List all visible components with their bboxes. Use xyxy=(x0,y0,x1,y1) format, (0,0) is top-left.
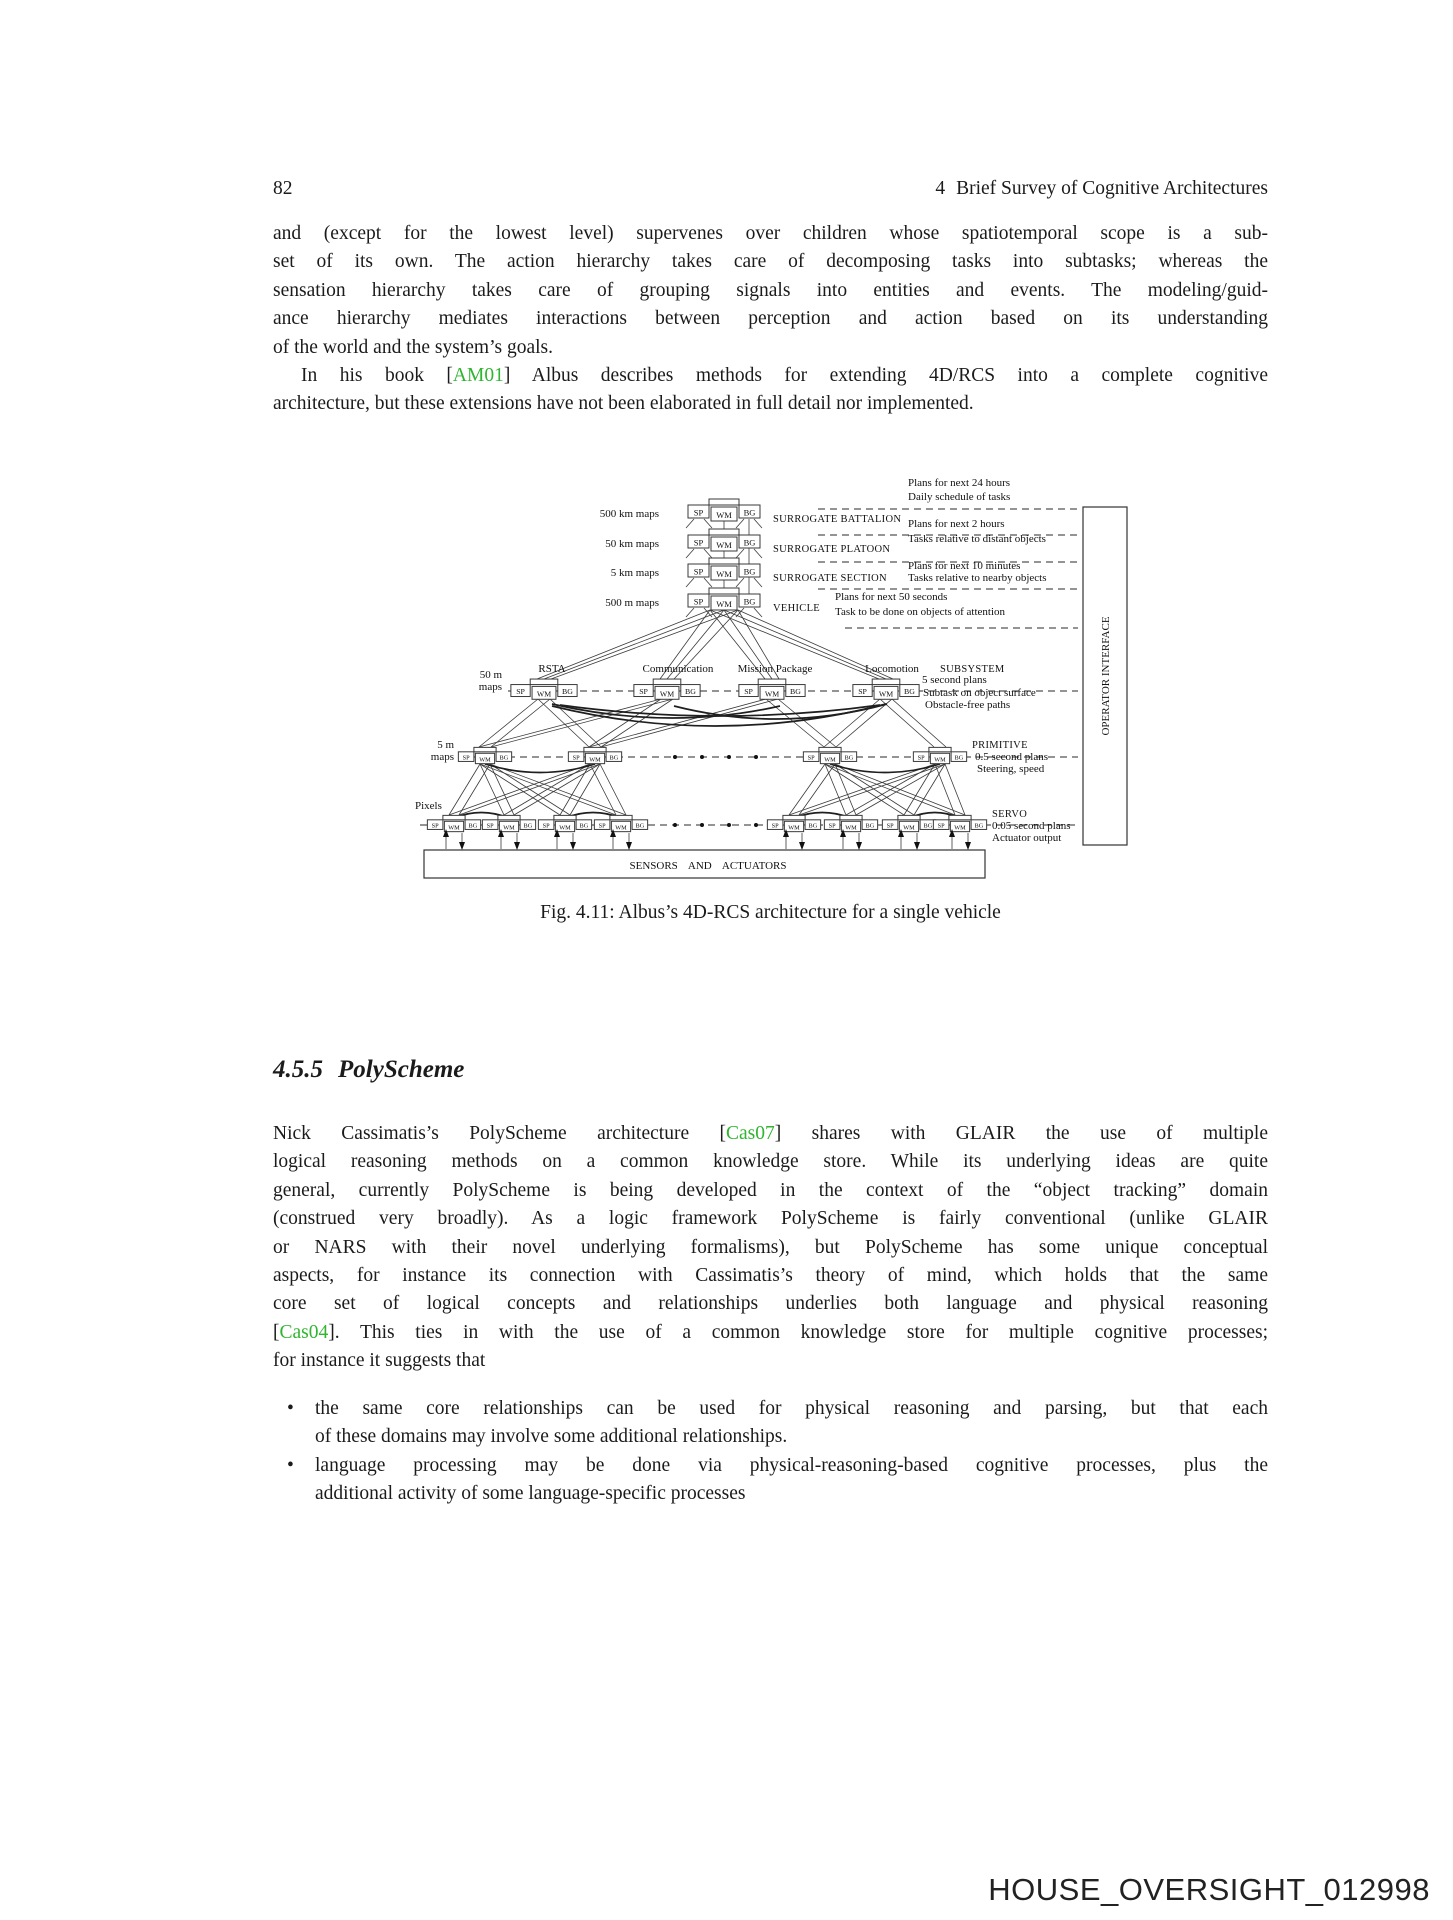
figure-node-bg-label: BG xyxy=(609,754,619,762)
figure-connector-line xyxy=(754,578,762,587)
text-line xyxy=(273,334,1268,362)
figure-connector-line xyxy=(491,699,550,747)
figure-connector-line xyxy=(686,549,694,558)
figure-node-top-rect xyxy=(474,747,496,751)
figure-connector-line xyxy=(686,608,694,617)
figure-node-sp-label: SP xyxy=(858,687,867,697)
figure-map-scale-label: 50 m xyxy=(479,669,502,681)
text-line xyxy=(273,1120,1268,1148)
page-header xyxy=(273,176,1268,202)
figure-plan-label: Actuator output xyxy=(992,832,1062,844)
running-title-text: Brief Survey of Cognitive Architectures xyxy=(956,178,1268,199)
figure-plan-label: 0.05 second plans xyxy=(992,820,1071,832)
figure-node-bg-label: BG xyxy=(954,754,964,762)
figure-plan-label: Tasks relative to nearby objects xyxy=(908,572,1047,584)
figure-connector-line xyxy=(686,519,694,528)
figure-4-11 xyxy=(390,465,1135,885)
figure-connector-line xyxy=(799,764,835,815)
figure-node-top-rect xyxy=(872,679,900,685)
figure-node-wm-label: WM xyxy=(764,689,780,699)
figure-node-wm-label: WM xyxy=(716,510,732,520)
figure-node-wm-label: WM xyxy=(824,756,836,764)
section-number: 4.5.5 xyxy=(273,1056,323,1083)
figure-node-sp-label: SP xyxy=(744,687,753,697)
figure-node-top-rect xyxy=(498,815,520,819)
figure-node-bg-label: BG xyxy=(790,687,801,697)
figure-node-bg-label: BG xyxy=(844,754,854,762)
figure-ellipsis-dot xyxy=(754,823,758,827)
text-segment: ] shares with GLAIR the use of multiple xyxy=(774,1123,1268,1144)
figure-node-wm-label: WM xyxy=(448,824,460,832)
running-title xyxy=(935,176,1268,202)
figure-down-arrow-icon xyxy=(799,842,805,850)
figure-node-wm-label: WM xyxy=(716,540,732,550)
text-segment: ]. This ties in with the use of a common knowledge store for multiple cognitive processes; xyxy=(328,1321,1268,1343)
figure-node-sp-label: SP xyxy=(693,507,704,518)
body-text-top xyxy=(273,220,1268,419)
figure-plan-label: Plans for next 24 hours xyxy=(908,477,1011,489)
figure-down-arrow-icon xyxy=(514,842,520,850)
citation-link[interactable]: Cas04 xyxy=(279,1321,329,1343)
figure-down-arrow-icon xyxy=(459,842,465,850)
figure-connector-line xyxy=(686,578,694,587)
paragraph-supervenes xyxy=(273,220,1268,362)
text-line xyxy=(273,362,1268,390)
text-line xyxy=(273,248,1268,276)
figure-node-bg-label: BG xyxy=(523,822,533,830)
figure-node-top-rect xyxy=(898,815,920,819)
figure-node-sp-label: SP xyxy=(917,754,925,762)
citation-link[interactable]: Cas07 xyxy=(725,1123,775,1144)
figure-subsystem-name-label: Locomotion xyxy=(865,663,919,675)
figure-node-top-rect xyxy=(709,558,739,564)
figure-node-top-rect xyxy=(709,529,739,535)
figure-node-bg-label: BG xyxy=(635,822,645,830)
figure-node-top-rect xyxy=(530,679,558,685)
figure-node-top-rect xyxy=(653,679,681,685)
text-line xyxy=(273,305,1268,333)
figure-plan-label: Task to be done on objects of attention xyxy=(835,606,1005,618)
figure-connector-line xyxy=(836,699,892,747)
figure-node-top-rect xyxy=(929,747,951,751)
figure-plan-label: Plans for next 10 minutes xyxy=(908,560,1021,572)
figure-node-sp-label: SP xyxy=(693,566,704,577)
figure-node-sp-label: SP xyxy=(807,754,815,762)
text-segment: ] Albus describes methods for extending 4D/RCS into a complete cognitive xyxy=(503,365,1268,387)
figure-connector-line xyxy=(601,699,778,747)
figure-operator-interface-label: OPERATOR INTERFACE xyxy=(1100,616,1112,736)
figure-connector-line xyxy=(789,764,825,815)
figure-node-wm-label: WM xyxy=(615,824,627,832)
text-line xyxy=(273,1234,1268,1262)
figure-plan-label: Plans for next 50 seconds xyxy=(835,591,948,603)
figure-level-name-label: VEHICLE xyxy=(773,603,821,614)
figure-subsystem-name-label: RSTA xyxy=(538,663,566,675)
paragraph-albus-book xyxy=(273,362,1268,419)
figure-map-scale-label: maps xyxy=(478,681,502,693)
text-segment: sensation hierarchy takes care of grouping signals into entities and events. The modeling/guid- xyxy=(273,279,1268,301)
figure-connector-line xyxy=(825,764,846,815)
figure-ellipsis-dot xyxy=(727,755,731,759)
figure-node-top-rect xyxy=(949,815,971,819)
figure-ellipsis-dot xyxy=(727,823,731,827)
text-segment: of these domains may involve some additional relationships. xyxy=(315,1426,788,1448)
figure-node-sp-label: SP xyxy=(462,754,470,762)
text-segment: general, currently PolyScheme is being developed in the context of the “object tracking” domain xyxy=(273,1179,1268,1201)
figure-node-wm-label: WM xyxy=(878,689,894,699)
figure-connector-line xyxy=(754,549,762,558)
figure-level-name-label: SURROGATE BATTALION xyxy=(773,514,902,525)
text-line xyxy=(273,1319,1268,1347)
figure-node-wm-label: WM xyxy=(716,569,732,579)
figure-node-top-rect xyxy=(443,815,465,819)
figure-map-scale-label: 50 km maps xyxy=(605,538,659,550)
text-line xyxy=(273,1290,1268,1318)
watermark-text: HOUSE_OVERSIGHT_012998 xyxy=(988,1872,1430,1907)
figure-down-arrow-icon xyxy=(626,842,632,850)
figure-map-scale-label: 5 m xyxy=(437,739,454,751)
figure-down-arrow-icon xyxy=(856,842,862,850)
text-segment: of the world and the system’s goals. xyxy=(273,336,553,358)
figure-4-11-diagram xyxy=(390,465,1135,885)
figure-sensors-actuators-label: SENSORS AND ACTUATORS xyxy=(629,860,787,872)
figure-node-bg-label: BG xyxy=(923,822,933,830)
figure-connector-line xyxy=(449,764,480,815)
figure-down-arrow-icon xyxy=(914,842,920,850)
figure-node-bg-label: BG xyxy=(579,822,589,830)
text-line xyxy=(273,1347,1268,1375)
figure-node-sp-label: SP xyxy=(693,537,704,548)
figure-row-title-label: PRIMITIVE xyxy=(972,740,1028,751)
figure-connector-line xyxy=(754,608,762,617)
figure-node-sp-label: SP xyxy=(486,822,494,830)
figure-connector-line xyxy=(590,764,616,815)
figure-node-top-rect xyxy=(709,499,739,505)
figure-node-bg-label: BG xyxy=(685,687,696,697)
figure-node-sp-label: SP xyxy=(693,596,704,607)
text-segment: aspects, for instance its connection with Cassimatis’s theory of mind, which holds that the same xyxy=(273,1265,1268,1287)
text-segment: In his book [ xyxy=(301,365,453,387)
text-line xyxy=(315,1480,1268,1508)
text-segment: logical reasoning methods on a common knowledge store. While its underlying ideas are quite xyxy=(273,1151,1268,1173)
page-number: 82 xyxy=(273,178,293,199)
text-segment: the same core relationships can be used for physical reasoning and parsing, but that each xyxy=(315,1398,1268,1419)
figure-node-bg-label: BG xyxy=(468,822,478,830)
text-line xyxy=(273,1148,1268,1176)
figure-node-top-rect xyxy=(554,815,576,819)
figure-node-top-rect xyxy=(610,815,632,819)
figure-node-sp-label: SP xyxy=(542,822,550,830)
figure-ellipsis-dot xyxy=(754,755,758,759)
figure-row-title-label: SUBSYSTEM xyxy=(940,664,1005,675)
figure-node-sp-label: SP xyxy=(572,754,580,762)
figure-connector-line xyxy=(914,764,945,815)
figure-ellipsis-dot xyxy=(673,823,677,827)
figure-node-bg-label: BG xyxy=(865,822,875,830)
figure-node-bg-label: BG xyxy=(904,687,915,697)
figure-subsystem-name-label: Mission Package xyxy=(737,663,813,675)
figure-node-sp-label: SP xyxy=(431,822,439,830)
figure-map-scale-label: Pixels xyxy=(415,800,442,812)
text-line xyxy=(273,1205,1268,1233)
figure-node-top-rect xyxy=(819,747,841,751)
figure-node-wm-label: WM xyxy=(934,756,946,764)
figure-node-sp-label: SP xyxy=(828,822,836,830)
figure-node-wm-label: WM xyxy=(903,824,915,832)
figure-plan-label: Obstacle-free paths xyxy=(925,699,1011,711)
figure-node-sp-label: SP xyxy=(886,822,894,830)
figure-node-wm-label: WM xyxy=(845,824,857,832)
figure-down-arrow-icon xyxy=(570,842,576,850)
text-segment: or NARS with their novel underlying formalisms), but PolyScheme has some unique conceptual xyxy=(273,1236,1268,1258)
text-segment: core set of logical concepts and relationships underlies both language and physical reasoning xyxy=(273,1293,1268,1315)
figure-map-scale-label: 500 m maps xyxy=(605,597,659,609)
figure-node-wm-label: WM xyxy=(559,824,571,832)
figure-connector-line xyxy=(754,519,762,528)
figure-node-bg-label: BG xyxy=(743,507,756,518)
text-segment: (construed very broadly). As a logic framework PolyScheme is fairly conventional (unlike GLAIR xyxy=(273,1208,1268,1230)
figure-ellipsis-dot xyxy=(700,823,704,827)
text-line xyxy=(273,390,1268,418)
text-segment: Nick Cassimatis’s PolyScheme architecture [ xyxy=(273,1123,726,1144)
figure-node-top-rect xyxy=(584,747,606,751)
section-title: PolyScheme xyxy=(338,1056,465,1083)
text-line xyxy=(273,220,1268,248)
figure-connector-line xyxy=(601,699,673,747)
figure-plan-label: 0.5 second plans xyxy=(975,751,1049,763)
figure-node-bg-label: BG xyxy=(499,754,509,762)
figure-node-wm-label: WM xyxy=(954,824,966,832)
figure-level-name-label: SURROGATE PLATOON xyxy=(773,544,891,555)
figure-node-bg-label: BG xyxy=(562,687,573,697)
figure-node-wm-label: WM xyxy=(716,599,732,609)
section-heading xyxy=(273,1056,1268,1084)
text-segment: [ xyxy=(273,1321,280,1343)
bullet-marker-icon: • xyxy=(287,1454,294,1476)
chapter-number: 4 xyxy=(935,178,946,199)
figure-node-sp-label: SP xyxy=(598,822,606,830)
bullet-list xyxy=(273,1395,1268,1509)
body-text-polyscheme xyxy=(273,1120,1268,1376)
figure-map-scale-label: 500 km maps xyxy=(599,508,659,520)
figure-node-bg-label: BG xyxy=(808,822,818,830)
figure-node-wm-label: WM xyxy=(659,689,675,699)
text-line xyxy=(315,1423,1268,1451)
figure-node-wm-label: WM xyxy=(589,756,601,764)
figure-plan-label: Plans for next 2 hours xyxy=(908,518,1005,530)
figure-node-bg-label: BG xyxy=(743,596,756,607)
figure-ellipsis-dot xyxy=(700,755,704,759)
text-segment: additional activity of some language-specific processes xyxy=(315,1483,746,1505)
text-segment: architecture, but these extensions have not been elaborated in full detail nor implemented. xyxy=(273,393,974,415)
figure-subsystem-name-label: Communication xyxy=(642,663,714,675)
figure-node-sp-label: SP xyxy=(516,687,525,697)
figure-map-scale-label: maps xyxy=(430,751,454,763)
text-segment: ance hierarchy mediates interactions between perception and action based on its understanding xyxy=(273,308,1268,330)
figure-map-scale-label: 5 km maps xyxy=(610,567,659,579)
bullet-marker-icon: • xyxy=(287,1398,294,1419)
figure-node-wm-label: WM xyxy=(536,689,552,699)
figure-node-top-rect xyxy=(840,815,862,819)
figure-node-top-rect xyxy=(783,815,805,819)
figure-node-top-rect xyxy=(758,679,786,685)
figure-plan-label: 5 second plans xyxy=(922,674,987,686)
figure-node-sp-label: SP xyxy=(771,822,779,830)
figure-node-wm-label: WM xyxy=(479,756,491,764)
figure-level-name-label: SURROGATE SECTION xyxy=(773,573,887,584)
figure-plan-label: Subtask on object surface xyxy=(923,687,1036,699)
figure-node-sp-label: SP xyxy=(639,687,648,697)
figure-node-wm-label: WM xyxy=(503,824,515,832)
text-line xyxy=(273,1177,1268,1205)
bullet-item xyxy=(273,1452,1268,1509)
figure-ellipsis-dot xyxy=(673,755,677,759)
figure-plan-label: Steering, speed xyxy=(977,763,1045,775)
figure-connector-line xyxy=(778,699,836,747)
text-line xyxy=(273,277,1268,305)
text-segment: and (except for the lowest level) supervenes over children whose spatiotemporal scope is a sub- xyxy=(273,223,1268,244)
paragraph-polyscheme xyxy=(273,1120,1268,1376)
text-line xyxy=(315,1395,1268,1423)
figure-connector-line xyxy=(459,764,490,815)
figure-node-bg-label: BG xyxy=(974,822,984,830)
figure-plan-label: Tasks relative to distant objects xyxy=(908,533,1046,545)
figure-node-bg-label: BG xyxy=(743,537,756,548)
figure-node-bg-label: BG xyxy=(743,566,756,577)
figure-caption: Fig. 4.11: Albus’s 4D-RCS architecture for a single vehicle xyxy=(540,902,1001,923)
bullet-item xyxy=(273,1395,1268,1452)
text-line xyxy=(273,1262,1268,1290)
text-segment: language processing may be done via physical-reasoning-based cognitive processes, plus the xyxy=(315,1454,1268,1476)
citation-link[interactable]: AM01 xyxy=(452,365,504,387)
figure-connector-line xyxy=(479,699,538,747)
text-line xyxy=(315,1452,1268,1480)
figure-node-top-rect xyxy=(709,588,739,594)
figure-node-wm-label: WM xyxy=(788,824,800,832)
figure-connector-line xyxy=(600,764,626,815)
figure-down-arrow-icon xyxy=(965,842,971,850)
figure-row-title-label: SERVO xyxy=(992,809,1028,820)
figure-connector-line xyxy=(945,764,965,815)
text-segment: set of its own. The action hierarchy takes care of decomposing tasks into subtasks; whereas the xyxy=(273,251,1268,273)
figure-node-sp-label: SP xyxy=(937,822,945,830)
text-segment: for instance it suggests that xyxy=(273,1350,486,1372)
figure-plan-label: Daily schedule of tasks xyxy=(908,491,1011,503)
